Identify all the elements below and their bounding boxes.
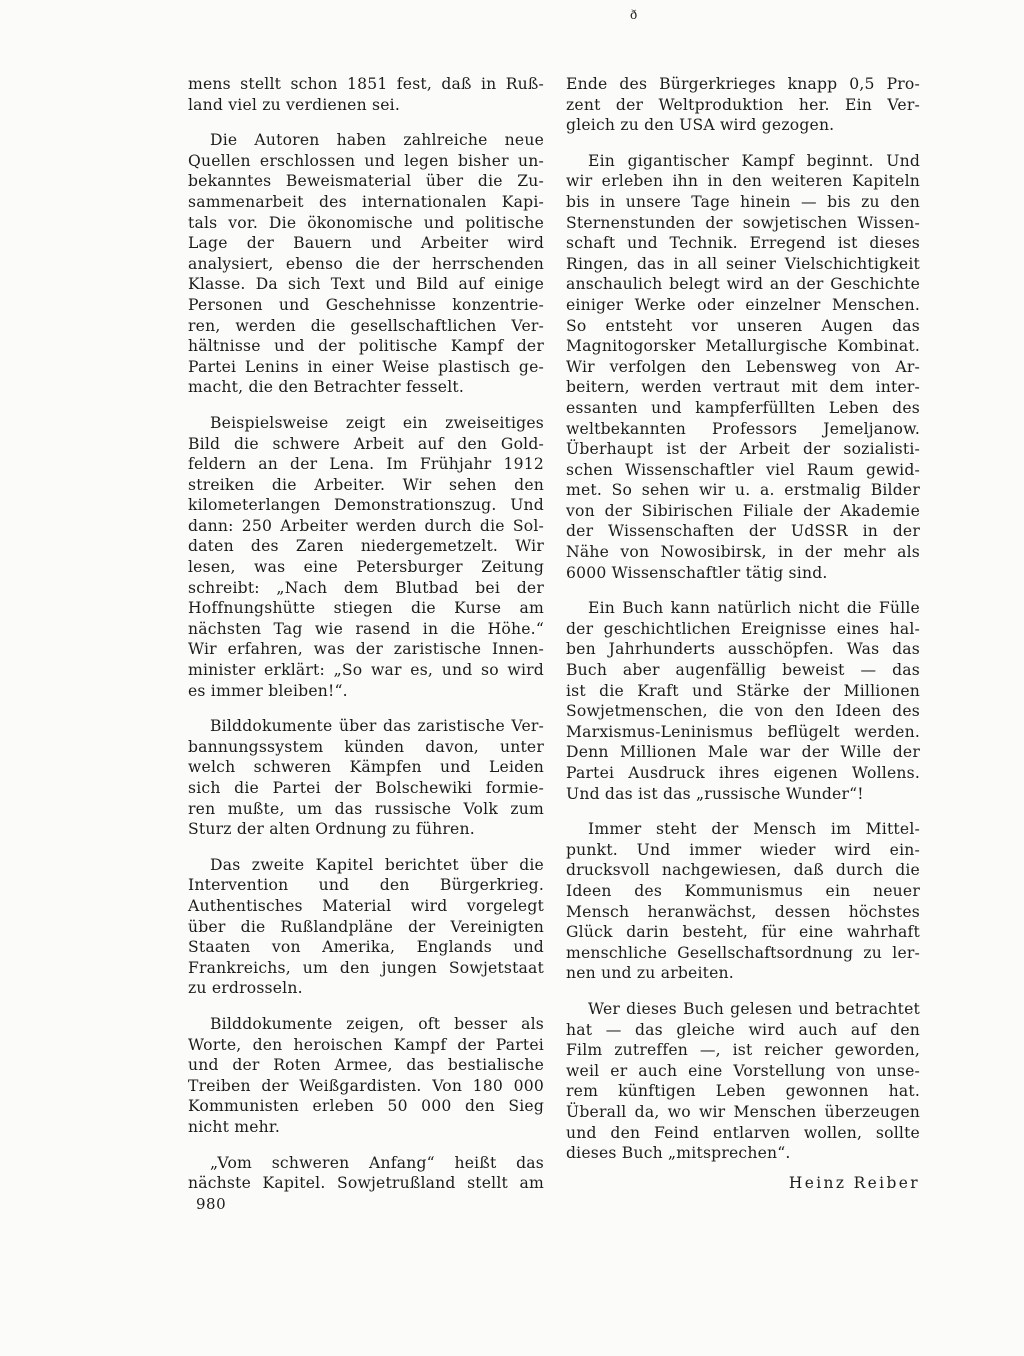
text-line: tals vor. Die ökonomische und politische	[188, 213, 544, 232]
text-line: analysiert, ebenso die der herrschenden	[188, 254, 544, 273]
text-line: Ein Buch kann natürlich nicht die Fülle	[588, 599, 920, 618]
text-line: Ein gigantischer Kampf beginnt. Und	[588, 151, 920, 170]
text-line: Partei Lenins in einer Weise plastisch ge-	[188, 357, 544, 376]
text-line: Kommunisten erleben 50 000 den Sieg	[188, 1097, 544, 1116]
paragraph	[188, 74, 544, 115]
paragraph	[188, 130, 544, 398]
text-line: lesen, was eine Petersburger Zeitung	[188, 558, 544, 577]
text-line: menschliche Gesellschaftsordnung zu ler-	[566, 943, 920, 962]
left-column	[188, 74, 544, 1209]
text-line: zent der Weltproduktion her. Ein Ver-	[566, 95, 920, 114]
text-line: und der Roten Armee, das bestialische	[188, 1056, 544, 1075]
text-line: es immer bleiben!“.	[188, 681, 348, 700]
text-line: Immer steht der Mensch im Mittel-	[588, 820, 920, 839]
text-line: Wir verfolgen den Lebensweg von Ar-	[566, 357, 920, 376]
paragraph	[566, 151, 920, 583]
text-line: bekanntes Beweismaterial über die Zu-	[188, 172, 544, 191]
text-line: anschaulich belegt wird an der Geschichte	[566, 275, 920, 294]
paragraph	[188, 413, 544, 701]
text-line: macht, die den Betrachter fesselt.	[188, 378, 465, 397]
text-line: welch schweren Kämpfen und Leiden	[188, 758, 544, 777]
text-line: streiken die Arbeiter. Wir sehen den	[188, 475, 544, 494]
text-line: 6000 Wissenschaftler tätig sind.	[566, 563, 828, 582]
text-line: Ende des Bürgerkrieges knapp 0,5 Pro-	[566, 75, 920, 93]
text-line: drucksvoll nachgewiesen, daß durch die	[566, 861, 920, 880]
text-line: punkt. Und immer wieder wird ein-	[566, 840, 920, 859]
text-line: wir erleben ihn in den weiteren Kapiteln	[566, 172, 920, 191]
paragraph	[566, 598, 920, 804]
text-line: Magnitogorsker Metallurgische Kombinat.	[566, 337, 920, 356]
text-line: nen und zu arbeiten.	[566, 964, 734, 983]
paragraph	[566, 819, 920, 984]
text-line: Sturz der alten Ordnung zu führen.	[188, 820, 475, 839]
text-line: Hoffnungshütte stiegen die Kurse am	[188, 599, 544, 618]
paragraph	[188, 1014, 544, 1138]
text-line: hat — das gleiche wird auch auf den	[566, 1020, 920, 1039]
text-line: weil er auch eine Vorstellung von unse-	[566, 1061, 920, 1080]
text-line: Film zutreffen —, ist reicher geworden,	[566, 1041, 920, 1060]
text-line: und den Feind entlarven wollen, sollte	[566, 1123, 920, 1142]
text-line: Beispielsweise zeigt ein zweiseitiges	[210, 413, 544, 432]
text-line: weltbekannten Professors Jemeljanow.	[566, 419, 920, 438]
text-line: Sowjetmenschen, die von den Ideen des	[566, 702, 920, 721]
paragraph	[566, 74, 920, 136]
text-line: schreibt: „Nach dem Blutbad bei der	[188, 578, 544, 597]
text-line: Marxismus-Leninismus beflügelt werden.	[566, 722, 920, 741]
text-line: der Wissenschaften der UdSSR in der	[566, 522, 920, 541]
text-line: Sternenstunden der sowjetischen Wissen-	[566, 213, 920, 232]
text-line: Bilddokumente zeigen, oft besser als	[210, 1014, 544, 1033]
text-line: Quellen erschlossen und legen bisher un-	[188, 151, 544, 170]
right-column-paragraphs	[566, 74, 920, 1164]
text-line: Mensch heranwächst, dessen höchstes	[566, 902, 920, 921]
text-line: Die Autoren haben zahlreiche neue	[210, 131, 544, 150]
paragraph	[188, 1153, 544, 1194]
text-line: „Vom schweren Anfang“ heißt das	[210, 1153, 544, 1172]
text-line: Treiben der Weißgardisten. Von 180 000	[188, 1076, 544, 1095]
text-line: zu erdrosseln.	[188, 979, 303, 998]
text-line: Denn Millionen Male war der Wille der	[566, 743, 920, 762]
text-line: Überhaupt ist der Arbeit der sozialisti-	[566, 440, 920, 459]
text-line: bis in unsere Tage hinein — bis zu den	[566, 192, 920, 211]
text-line: Klasse. Da sich Text und Bild auf einige	[188, 275, 544, 294]
text-line: met. So sehen wir u. a. erstmalig Bilder	[566, 481, 920, 500]
text-line: Partei Ausdruck ihres eigenen Wollens.	[566, 764, 920, 782]
paragraph	[188, 855, 544, 999]
text-line: beitern, werden vertraut mit dem inter-	[566, 378, 920, 397]
text-line: ist die Kraft und Stärke der Millionen	[566, 681, 920, 700]
text-line: Personen und Geschehnisse konzentrie-	[188, 295, 544, 314]
paragraph	[566, 999, 920, 1164]
text-line: Lage der Bauern und Arbeiter wird	[188, 234, 544, 253]
right-column	[566, 74, 920, 1193]
text-line: Wir erfahren, was der zaristische Innen-	[188, 640, 544, 659]
text-line: minister erklärt: „So war es, und so wird	[188, 661, 544, 680]
text-line: So entsteht vor unseren Augen das	[566, 316, 920, 335]
text-line: Wer dieses Buch gelesen und betrachtet	[588, 999, 920, 1018]
text-line: der geschichtlichen Ereignisse eines hal-	[566, 619, 920, 638]
text-line: dann: 250 Arbeiter werden durch die Sol-	[188, 516, 544, 535]
top-mark: ð	[630, 8, 638, 22]
text-line: ren mußte, um das russische Volk zum	[188, 799, 544, 818]
text-line: feldern an der Lena. Im Frühjahr 1912	[188, 455, 544, 474]
text-line: ren, werden die gesellschaftlichen Ver-	[188, 316, 544, 335]
text-line: Und das ist das „russische Wunder“!	[566, 784, 864, 803]
text-line: Frankreichs, um den jungen Sowjetstaat	[188, 958, 544, 977]
text-line: dieses Buch „mitsprechen“.	[566, 1144, 791, 1163]
author-signature: Heinz Reiber	[788, 1173, 920, 1192]
page-number: 980	[196, 1195, 227, 1213]
text-line: sich die Partei der Bolschewiki formie-	[188, 779, 544, 797]
text-line: mens stellt schon 1851 fest, daß in Ruß-	[188, 75, 544, 93]
text-line: essanten und kampferfüllten Leben des	[566, 398, 920, 417]
text-line: kilometerlangen Demonstrationszug. Und	[188, 496, 544, 515]
text-line: hältnisse und der politische Kampf der	[188, 337, 544, 356]
text-line: schaft und Technik. Erregend ist dieses	[566, 234, 920, 253]
paragraph	[188, 716, 544, 840]
text-line: Intervention und den Bürgerkrieg.	[188, 876, 544, 895]
text-line: Das zweite Kapitel berichtet über die	[210, 855, 544, 874]
text-line: nicht mehr.	[188, 1117, 280, 1136]
text-line: Nähe von Nowosibirsk, in der mehr als	[566, 543, 920, 562]
text-line: Worte, den heroischen Kampf der Partei	[188, 1035, 544, 1054]
text-line: Bilddokumente über das zaristische Ver-	[210, 717, 544, 736]
text-line: Glück darin besteht, für eine wahrhaft	[566, 923, 920, 942]
text-line: von der Sibirischen Filiale der Akademie	[566, 501, 920, 520]
text-line: nächsten Tag wie rasend in die Höhe.“	[188, 619, 544, 638]
text-line: rem künftigen Leben gewonnen hat.	[566, 1082, 920, 1101]
text-line: Staaten von Amerika, Englands und	[188, 938, 544, 957]
text-line: gleich zu den USA wird gezogen.	[566, 116, 835, 135]
text-line: einiger Werke oder einzelner Menschen.	[566, 295, 920, 314]
text-line: sammenarbeit des internationalen Kapi-	[188, 192, 544, 211]
text-line: schen Wissenschaftler viel Raum gewid-	[566, 460, 920, 479]
text-line: Bild die schwere Arbeit auf den Gold-	[188, 434, 544, 453]
text-line: Überall da, wo wir Menschen überzeugen	[566, 1102, 920, 1121]
text-line: Buch aber augenfällig beweist — das	[566, 661, 920, 680]
text-line: Authentisches Material wird vorgelegt	[188, 896, 544, 915]
text-line: daten des Zaren niedergemetzelt. Wir	[188, 537, 544, 556]
text-line: über die Rußlandpläne der Vereinigten	[188, 917, 544, 936]
text-line: Ringen, das in all seiner Vielschichtigkeit	[566, 254, 920, 273]
text-line: Ideen des Kommunismus ein neuer	[566, 881, 920, 900]
text-line: land viel zu verdienen sei.	[188, 95, 400, 114]
text-line: nächste Kapitel. Sowjetrußland stellt am	[188, 1174, 544, 1193]
text-line: bannungssystem künden davon, unter	[188, 737, 544, 756]
text-line: ben Jahrhunderts ausschöpfen. Was das	[566, 640, 920, 659]
